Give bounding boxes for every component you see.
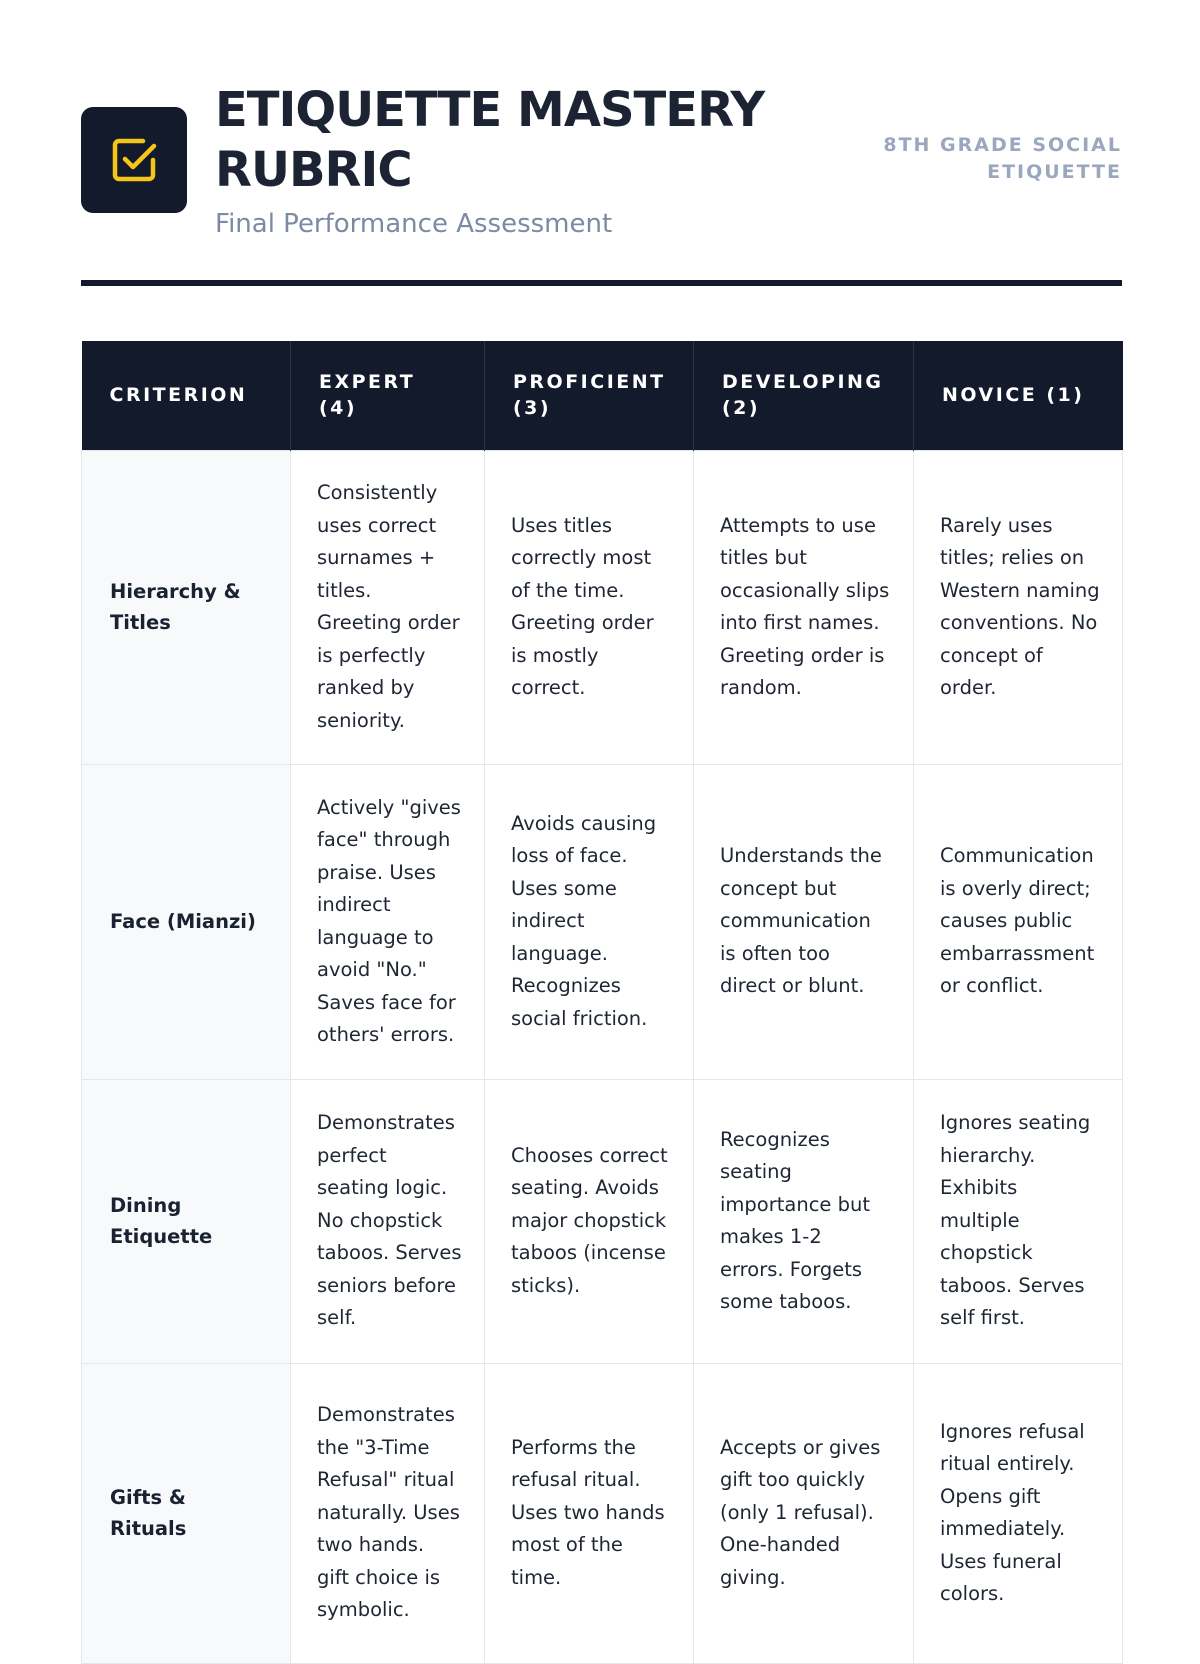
developing-cell: Recognizes seating importance but makes 1-2 errors. Forgets some taboos.: [694, 1079, 914, 1363]
proficient-cell: Avoids causing loss of face. Uses some indirect language. Recognizes social friction.: [485, 764, 694, 1079]
column-header-developing: DEVELOPING (2): [694, 341, 914, 450]
developing-cell: Accepts or gives gift too quickly (only 1 refusal). One-handed giving.: [694, 1363, 914, 1663]
table-row: [82, 764, 1123, 1079]
table-header-row: [82, 341, 1123, 450]
checkbox-icon: [109, 135, 159, 185]
grade-label: 8TH GRADE SOCIAL ETIQUETTE: [883, 134, 1122, 183]
logo-badge: [81, 107, 187, 213]
novice-cell: Ignores seating hierarchy. Exhibits multiple chopstick taboos. Serves self first.: [914, 1079, 1123, 1363]
title-block: [215, 80, 835, 240]
criterion-cell: Gifts & Rituals: [82, 1363, 291, 1663]
novice-cell: Ignores refusal ritual entirely. Opens gift immediately. Uses funeral colors.: [914, 1363, 1123, 1663]
novice-cell: Rarely uses titles; relies on Western naming conventions. No concept of order.: [914, 450, 1123, 764]
page-title: ETIQUETTE MASTERY RUBRIC: [215, 82, 765, 198]
novice-cell: Communication is overly direct; causes public embarrassment or conflict.: [914, 764, 1123, 1079]
column-header-novice: NOVICE (1): [914, 341, 1123, 450]
expert-cell: Demonstrates the "3-Time Refusal" ritual naturally. Uses two hands. gift choice is symbolic.: [291, 1363, 485, 1663]
expert-cell: Demonstrates perfect seating logic. No chopstick taboos. Serves seniors before self.: [291, 1079, 485, 1363]
rubric-table: [81, 341, 1123, 1664]
proficient-cell: Chooses correct seating. Avoids major chopstick taboos (incense sticks).: [485, 1079, 694, 1363]
expert-cell: Consistently uses correct surnames + titles. Greeting order is perfectly ranked by seniority.: [291, 450, 485, 764]
proficient-cell: Performs the refusal ritual. Uses two hands most of the time.: [485, 1363, 694, 1663]
column-header-expert: EXPERT (4): [291, 341, 485, 450]
table-row: [82, 1079, 1123, 1363]
proficient-cell: Uses titles correctly most of the time. Greeting order is mostly correct.: [485, 450, 694, 764]
column-header-proficient: PROFICIENT (3): [485, 341, 694, 450]
expert-cell: Actively "gives face" through praise. Uses indirect language to avoid "No." Saves face for others' errors.: [291, 764, 485, 1079]
developing-cell: Attempts to use titles but occasionally slips into first names. Greeting order is random.: [694, 450, 914, 764]
page-header: [81, 80, 1122, 250]
developing-cell: Understands the concept but communication is often too direct or blunt.: [694, 764, 914, 1079]
table-row: [82, 1363, 1123, 1663]
criterion-cell: Face (Mianzi): [82, 764, 291, 1079]
page-subtitle: Final Performance Assessment: [215, 209, 613, 239]
criterion-cell: Dining Etiquette: [82, 1079, 291, 1363]
column-header-criterion: CRITERION: [82, 341, 291, 450]
table-row: [82, 450, 1123, 764]
header-divider: [81, 280, 1122, 286]
criterion-cell: Hierarchy & Titles: [82, 450, 291, 764]
